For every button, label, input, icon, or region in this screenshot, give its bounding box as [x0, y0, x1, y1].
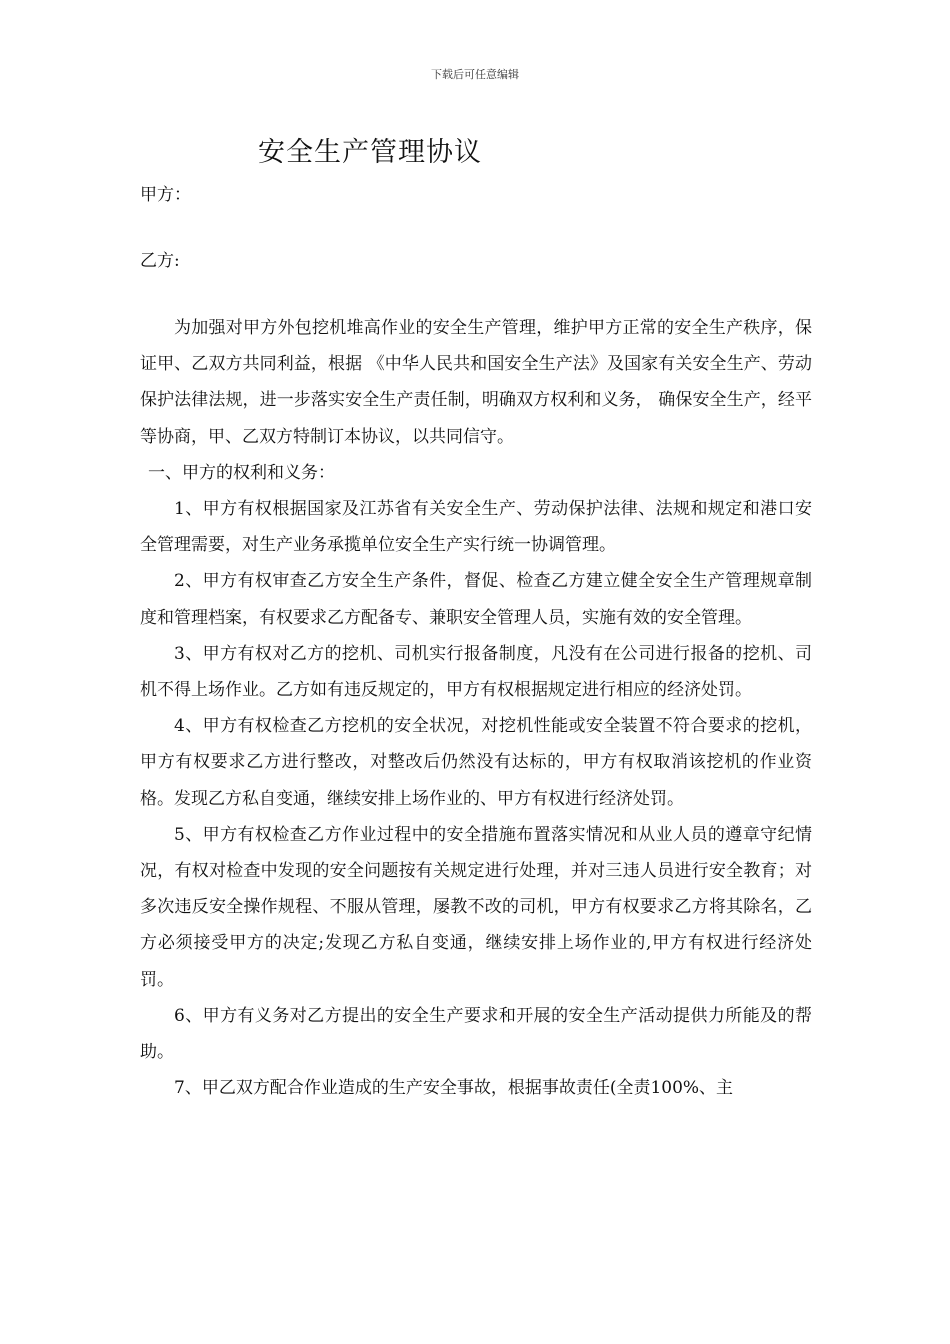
clause-2: 2、甲方有权审查乙方安全生产条件，督促、检查乙方建立健全安全生产管理规章制度和管理档案，有权要求乙方配备专、兼职安全管理人员，实施有效的安全管理。 [140, 571, 812, 628]
clause-1: 1、甲方有权根据国家及江苏省有关安全生产、劳动保护法律、法规和规定和港口安全管理需要，对生产业务承揽单位安全生产实行统一协调管理。 [140, 499, 812, 556]
clause-7: 7、甲乙双方配合作业造成的生产安全事故，根据事故责任(全责100%、主 [174, 1078, 734, 1099]
section-heading: 一、甲方的权利和义务： [148, 462, 335, 483]
clause-4: 4、甲方有权检查乙方挖机的安全状况，对挖机性能或安全装置不符合要求的挖机，甲方有权要求乙方进行整改，对整改后仍然没有达标的，甲方有权取消该挖机的作业资格。发现乙方私自变通，继续安排上场作业的、甲方有权进行经济处罚。 [140, 716, 812, 809]
document-title: 安全生产管理协议 [258, 137, 482, 168]
clause-3: 3、甲方有权对乙方的挖机、司机实行报备制度，凡没有在公司进行报备的挖机、司机不得上场作业。乙方如有违反规定的，甲方有权根据规定进行相应的经济处罚。 [140, 643, 812, 701]
clause-6: 6、甲方有义务对乙方提出的安全生产要求和开展的安全生产活动提供力所能及的帮助。 [140, 1005, 812, 1063]
clause-5: 5、甲方有权检查乙方作业过程中的安全措施布置落实情况和从业人员的遵章守纪情况，有权对检查中发现的安全问题按有关规定进行处理，并对三违人员进行安全教育；对多次违反安全操作规程、不服从管理，屡教不改的司机，甲方有权要求乙方将其除名，乙方必须接受甲方的决定;发现乙方私自变通，继续安排上场作业的,甲方有权进行经济处罚。 [140, 824, 812, 990]
party-b-label: 乙方: [140, 251, 180, 271]
page-header-note: 下载后可任意编辑 [431, 68, 519, 81]
party-a-label: 甲方： [140, 185, 191, 205]
intro-paragraph: 为加强对甲方外包挖机堆高作业的安全生产管理，维护甲方正常的安全生产秩序，保证甲、乙双方共同利益，根据 《中华人民共和国安全生产法》及国家有关安全生产、劳动保护法律法规，进一步落实安全生产责任制，明确双方权利和义务， 确保安全生产，经平等协商，甲、乙双方特制订本协议，以共同信守。 [140, 318, 812, 447]
agreement-body [140, 310, 812, 1106]
